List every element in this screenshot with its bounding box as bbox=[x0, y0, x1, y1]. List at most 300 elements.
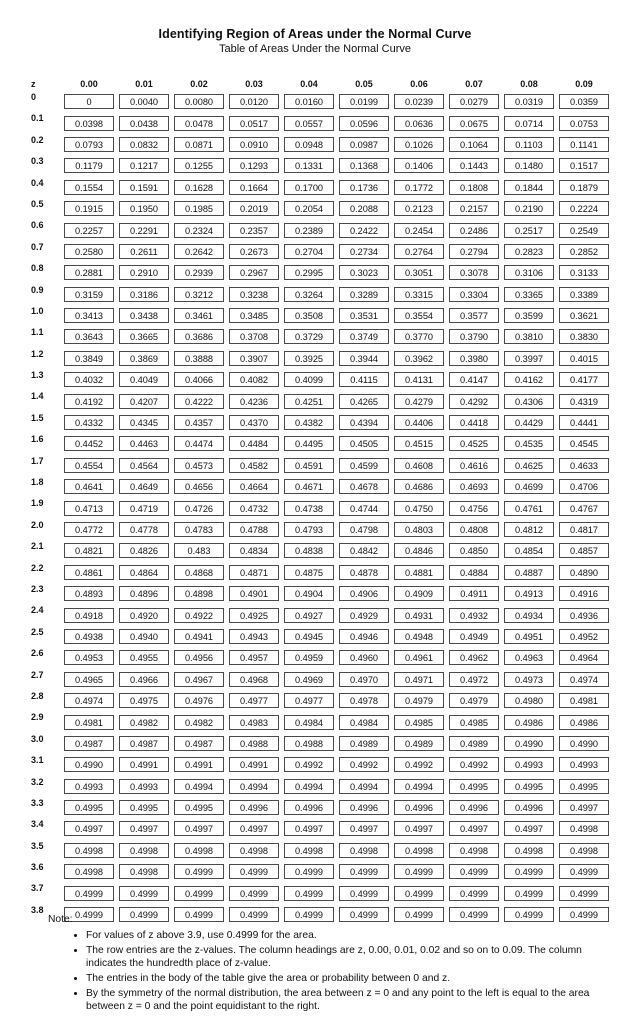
table-cell bbox=[119, 369, 169, 390]
area-value: 0.4147 bbox=[449, 372, 499, 387]
table-cell bbox=[394, 519, 444, 540]
table-cell bbox=[174, 155, 224, 176]
table-cell bbox=[284, 562, 334, 583]
table-cell bbox=[449, 861, 499, 882]
table-row bbox=[28, 776, 609, 797]
area-value: 0.4999 bbox=[394, 886, 444, 901]
area-value: 0.4767 bbox=[559, 501, 609, 516]
table-cell bbox=[394, 476, 444, 497]
area-value: 0.3810 bbox=[504, 329, 554, 344]
area-value: 0.4706 bbox=[559, 479, 609, 494]
table-cell bbox=[339, 112, 389, 133]
table-cell bbox=[504, 177, 554, 198]
table-cell bbox=[449, 797, 499, 818]
area-value: 0.4991 bbox=[119, 757, 169, 772]
table-cell bbox=[174, 390, 224, 411]
area-value: 0.4999 bbox=[559, 886, 609, 901]
area-value: 0.4429 bbox=[504, 415, 554, 430]
table-cell bbox=[174, 776, 224, 797]
table-cell bbox=[339, 818, 389, 839]
area-value: 0.3159 bbox=[64, 287, 114, 302]
table-cell bbox=[119, 219, 169, 240]
table-cell bbox=[174, 754, 224, 775]
table-cell bbox=[394, 562, 444, 583]
table-cell bbox=[394, 711, 444, 732]
area-value: 0.4535 bbox=[504, 436, 554, 451]
area-value: 0.1255 bbox=[174, 158, 224, 173]
area-value: 0.3051 bbox=[394, 265, 444, 280]
area-value: 0.4671 bbox=[284, 479, 334, 494]
area-value: 0.4984 bbox=[339, 715, 389, 730]
area-value: 0.1736 bbox=[339, 180, 389, 195]
table-cell bbox=[504, 155, 554, 176]
table-cell bbox=[229, 711, 279, 732]
table-cell bbox=[559, 369, 609, 390]
table-cell bbox=[394, 284, 444, 305]
table-cell bbox=[174, 91, 224, 112]
table-cell bbox=[284, 455, 334, 476]
area-value: 0.1331 bbox=[284, 158, 334, 173]
note-list bbox=[48, 929, 608, 1013]
area-value: 0.4994 bbox=[174, 779, 224, 794]
table-cell bbox=[394, 497, 444, 518]
area-value: 0.4868 bbox=[174, 565, 224, 580]
area-value: 0.1368 bbox=[339, 158, 389, 173]
z-value-label: 2.1 bbox=[31, 541, 44, 552]
table-cell bbox=[119, 604, 169, 625]
table-cell bbox=[339, 583, 389, 604]
area-value: 0.4986 bbox=[559, 715, 609, 730]
z-value-label: 3.2 bbox=[31, 776, 44, 787]
area-value: 0.2704 bbox=[284, 244, 334, 259]
table-row bbox=[28, 219, 609, 240]
table-cell bbox=[64, 433, 114, 454]
table-cell bbox=[64, 797, 114, 818]
area-value: 0.4608 bbox=[394, 458, 444, 473]
area-value: 0.4980 bbox=[504, 693, 554, 708]
area-value: 0.3212 bbox=[174, 287, 224, 302]
area-value: 0.4719 bbox=[119, 501, 169, 516]
z-value-label: 2.7 bbox=[31, 669, 44, 680]
table-cell bbox=[339, 134, 389, 155]
table-cell bbox=[174, 241, 224, 262]
area-value: 0.4463 bbox=[119, 436, 169, 451]
table-cell bbox=[394, 198, 444, 219]
area-value: 0.2549 bbox=[559, 223, 609, 238]
area-value: 0.4850 bbox=[449, 543, 499, 558]
table-cell bbox=[449, 326, 499, 347]
area-value: 0.4995 bbox=[119, 800, 169, 815]
area-value: 0.3461 bbox=[174, 308, 224, 323]
area-value: 0.4962 bbox=[449, 650, 499, 665]
table-cell bbox=[229, 669, 279, 690]
table-cell bbox=[449, 91, 499, 112]
table-cell bbox=[119, 818, 169, 839]
area-value: 0.4591 bbox=[284, 458, 334, 473]
table-cell bbox=[559, 155, 609, 176]
table-cell bbox=[559, 497, 609, 518]
table-cell bbox=[174, 840, 224, 861]
table-cell bbox=[174, 433, 224, 454]
z-value-label: 1.3 bbox=[31, 370, 44, 381]
area-value: 0.4495 bbox=[284, 436, 334, 451]
table-cell bbox=[174, 519, 224, 540]
area-value: 0.4979 bbox=[394, 693, 444, 708]
area-value: 0.4999 bbox=[504, 907, 554, 922]
z-table-header bbox=[28, 77, 609, 91]
area-value: 0.3531 bbox=[339, 308, 389, 323]
area-value: 0.4999 bbox=[284, 907, 334, 922]
table-cell bbox=[339, 647, 389, 668]
area-value: 0.2190 bbox=[504, 201, 554, 216]
area-value: 0.4963 bbox=[504, 650, 554, 665]
table-cell bbox=[559, 455, 609, 476]
column-header: 0.01 bbox=[135, 79, 153, 89]
table-cell bbox=[64, 690, 114, 711]
area-value: 0.2852 bbox=[559, 244, 609, 259]
area-value: 0.4997 bbox=[339, 821, 389, 836]
table-cell bbox=[394, 433, 444, 454]
area-value: 0.4893 bbox=[64, 586, 114, 601]
table-cell bbox=[64, 177, 114, 198]
area-value: 0.4279 bbox=[394, 394, 444, 409]
table-cell bbox=[64, 711, 114, 732]
area-value: 0.2054 bbox=[284, 201, 334, 216]
table-cell bbox=[229, 583, 279, 604]
table-cell bbox=[229, 177, 279, 198]
table-cell bbox=[229, 733, 279, 754]
table-cell bbox=[449, 776, 499, 797]
area-value: 0.4997 bbox=[449, 821, 499, 836]
table-cell bbox=[119, 497, 169, 518]
table-cell bbox=[119, 198, 169, 219]
table-cell bbox=[504, 540, 554, 561]
table-cell bbox=[284, 369, 334, 390]
area-value: 0.4993 bbox=[504, 757, 554, 772]
area-value: 0.4898 bbox=[174, 586, 224, 601]
area-value: 0.2794 bbox=[449, 244, 499, 259]
table-cell bbox=[229, 412, 279, 433]
z-value-label: 3.0 bbox=[31, 733, 44, 744]
area-value: 0.4999 bbox=[284, 864, 334, 879]
table-row bbox=[28, 262, 609, 283]
table-cell bbox=[559, 476, 609, 497]
area-value: 0.4984 bbox=[284, 715, 334, 730]
table-cell bbox=[449, 882, 499, 903]
area-value: 0.4981 bbox=[64, 715, 114, 730]
table-cell bbox=[64, 112, 114, 133]
area-value: 0.2642 bbox=[174, 244, 224, 259]
area-value: 0.4988 bbox=[229, 736, 279, 751]
table-cell bbox=[64, 840, 114, 861]
table-cell bbox=[394, 540, 444, 561]
table-cell bbox=[119, 112, 169, 133]
table-cell bbox=[64, 91, 114, 112]
area-value: 0.4998 bbox=[504, 843, 554, 858]
table-cell bbox=[559, 711, 609, 732]
area-value: 0.4996 bbox=[284, 800, 334, 815]
area-value: 0.4192 bbox=[64, 394, 114, 409]
table-row bbox=[28, 348, 609, 369]
area-value: 0.3790 bbox=[449, 329, 499, 344]
table-cell bbox=[284, 476, 334, 497]
table-cell bbox=[504, 433, 554, 454]
table-cell bbox=[284, 604, 334, 625]
table-cell bbox=[559, 840, 609, 861]
table-cell bbox=[449, 219, 499, 240]
table-row bbox=[28, 177, 609, 198]
table-cell bbox=[339, 882, 389, 903]
area-value: 0.4972 bbox=[449, 672, 499, 687]
table-cell bbox=[559, 882, 609, 903]
table-cell bbox=[339, 669, 389, 690]
area-value: 0.0160 bbox=[284, 94, 334, 109]
area-value: 0.3389 bbox=[559, 287, 609, 302]
area-value: 0.0871 bbox=[174, 137, 224, 152]
area-value: 0.4997 bbox=[559, 800, 609, 815]
z-value-label: 2.6 bbox=[31, 648, 44, 659]
area-value: 0.3980 bbox=[449, 351, 499, 366]
table-cell bbox=[174, 562, 224, 583]
table-cell bbox=[449, 626, 499, 647]
area-value: 0.4881 bbox=[394, 565, 444, 580]
table-cell bbox=[449, 669, 499, 690]
z-value-label: 3.8 bbox=[31, 904, 44, 915]
table-cell bbox=[119, 861, 169, 882]
table-cell bbox=[119, 326, 169, 347]
table-cell bbox=[229, 262, 279, 283]
table-cell bbox=[174, 476, 224, 497]
area-value: 0.4997 bbox=[64, 821, 114, 836]
area-value: 0.4345 bbox=[119, 415, 169, 430]
area-value: 0.4993 bbox=[119, 779, 169, 794]
table-cell bbox=[64, 647, 114, 668]
table-cell bbox=[64, 241, 114, 262]
table-cell bbox=[504, 284, 554, 305]
table-cell bbox=[119, 390, 169, 411]
area-value: 0.4999 bbox=[449, 886, 499, 901]
table-cell bbox=[284, 818, 334, 839]
table-cell bbox=[119, 305, 169, 326]
area-value: 0.3686 bbox=[174, 329, 224, 344]
area-value: 0.4625 bbox=[504, 458, 554, 473]
table-cell bbox=[284, 776, 334, 797]
table-cell bbox=[449, 155, 499, 176]
area-value: 0.4999 bbox=[504, 886, 554, 901]
area-value: 0.3577 bbox=[449, 308, 499, 323]
table-cell bbox=[229, 540, 279, 561]
area-value: 0.4999 bbox=[394, 907, 444, 922]
z-value-label: 1.9 bbox=[31, 498, 44, 509]
area-value: 0.1554 bbox=[64, 180, 114, 195]
z-value-label: 2.8 bbox=[31, 690, 44, 701]
table-row bbox=[28, 497, 609, 518]
area-value: 0.4931 bbox=[394, 608, 444, 623]
area-value: 0.4946 bbox=[339, 629, 389, 644]
z-column-header: z bbox=[31, 79, 36, 89]
table-cell bbox=[449, 562, 499, 583]
area-value: 0.3289 bbox=[339, 287, 389, 302]
table-cell bbox=[339, 861, 389, 882]
table-cell bbox=[559, 669, 609, 690]
table-cell bbox=[284, 112, 334, 133]
table-cell bbox=[64, 583, 114, 604]
table-cell bbox=[174, 284, 224, 305]
table-cell bbox=[559, 177, 609, 198]
area-value: 0.3106 bbox=[504, 265, 554, 280]
area-value: 0.4929 bbox=[339, 608, 389, 623]
table-cell bbox=[229, 219, 279, 240]
column-header: 0.09 bbox=[575, 79, 593, 89]
page-subtitle: Table of Areas Under the Normal Curve bbox=[219, 43, 411, 55]
table-cell bbox=[119, 540, 169, 561]
table-cell bbox=[229, 497, 279, 518]
area-value: 0.3508 bbox=[284, 308, 334, 323]
z-value-label: 1.2 bbox=[31, 348, 44, 359]
area-value: 0.4999 bbox=[119, 886, 169, 901]
area-value: 0.1443 bbox=[449, 158, 499, 173]
area-value: 0.4961 bbox=[394, 650, 444, 665]
table-cell bbox=[339, 690, 389, 711]
area-value: 0.4564 bbox=[119, 458, 169, 473]
table-cell bbox=[394, 412, 444, 433]
table-row bbox=[28, 284, 609, 305]
table-cell bbox=[119, 177, 169, 198]
z-value-label: 0.7 bbox=[31, 241, 44, 252]
table-cell bbox=[559, 262, 609, 283]
area-value: 0.0596 bbox=[339, 116, 389, 131]
area-value: 0.1985 bbox=[174, 201, 224, 216]
area-value: 0.1026 bbox=[394, 137, 444, 152]
table-cell bbox=[119, 412, 169, 433]
table-cell bbox=[119, 776, 169, 797]
table-cell bbox=[284, 647, 334, 668]
area-value: 0.0478 bbox=[174, 116, 224, 131]
area-value: 0.4948 bbox=[394, 629, 444, 644]
area-value: 0.2389 bbox=[284, 223, 334, 238]
area-value: 0.0675 bbox=[449, 116, 499, 131]
area-value: 0.4115 bbox=[339, 372, 389, 387]
table-cell bbox=[64, 626, 114, 647]
table-cell bbox=[559, 326, 609, 347]
z-value-label: 1.0 bbox=[31, 305, 44, 316]
area-value: 0.4998 bbox=[449, 843, 499, 858]
area-value: 0.4788 bbox=[229, 522, 279, 537]
table-cell bbox=[504, 476, 554, 497]
area-value: 0.2967 bbox=[229, 265, 279, 280]
table-cell bbox=[119, 91, 169, 112]
area-value: 0.2324 bbox=[174, 223, 224, 238]
area-value: 0.4732 bbox=[229, 501, 279, 516]
table-cell bbox=[449, 305, 499, 326]
area-value: 0.4966 bbox=[119, 672, 169, 687]
table-cell bbox=[119, 690, 169, 711]
table-row bbox=[28, 455, 609, 476]
table-cell bbox=[559, 604, 609, 625]
area-value: 0.4678 bbox=[339, 479, 389, 494]
table-cell bbox=[174, 797, 224, 818]
table-cell bbox=[449, 690, 499, 711]
table-cell bbox=[284, 433, 334, 454]
table-cell bbox=[174, 455, 224, 476]
area-value: 0.2580 bbox=[64, 244, 114, 259]
table-cell bbox=[394, 690, 444, 711]
table-row bbox=[28, 733, 609, 754]
table-cell bbox=[504, 711, 554, 732]
area-value: 0.4999 bbox=[119, 907, 169, 922]
z-value-label: 2.9 bbox=[31, 712, 44, 723]
table-row bbox=[28, 754, 609, 775]
area-value: 0.4911 bbox=[449, 586, 499, 601]
area-value: 0.4875 bbox=[284, 565, 334, 580]
table-row bbox=[28, 369, 609, 390]
area-value: 0.4976 bbox=[174, 693, 224, 708]
area-value: 0.4999 bbox=[284, 886, 334, 901]
table-cell bbox=[339, 433, 389, 454]
area-value: 0.3238 bbox=[229, 287, 279, 302]
area-value: 0.4664 bbox=[229, 479, 279, 494]
table-cell bbox=[339, 604, 389, 625]
table-cell bbox=[559, 241, 609, 262]
table-cell bbox=[449, 112, 499, 133]
table-cell bbox=[559, 390, 609, 411]
area-value: 0.4970 bbox=[339, 672, 389, 687]
table-cell bbox=[394, 626, 444, 647]
table-cell bbox=[504, 198, 554, 219]
table-cell bbox=[64, 412, 114, 433]
table-cell bbox=[229, 776, 279, 797]
table-cell bbox=[284, 711, 334, 732]
area-value: 0.4783 bbox=[174, 522, 224, 537]
area-value: 0.4982 bbox=[119, 715, 169, 730]
table-cell bbox=[229, 861, 279, 882]
table-cell bbox=[394, 241, 444, 262]
table-row bbox=[28, 626, 609, 647]
table-cell bbox=[559, 818, 609, 839]
area-value: 0.4406 bbox=[394, 415, 444, 430]
area-value: 0.2157 bbox=[449, 201, 499, 216]
table-cell bbox=[559, 562, 609, 583]
area-value: 0.4846 bbox=[394, 543, 444, 558]
area-value: 0 bbox=[64, 94, 114, 109]
area-value: 0.4994 bbox=[339, 779, 389, 794]
table-cell bbox=[284, 861, 334, 882]
table-cell bbox=[449, 754, 499, 775]
table-cell bbox=[284, 348, 334, 369]
area-value: 0.0040 bbox=[119, 94, 169, 109]
area-value: 0.2422 bbox=[339, 223, 389, 238]
page-title: Identifying Region of Areas under the Normal Curve bbox=[158, 27, 472, 41]
area-value: 0.4251 bbox=[284, 394, 334, 409]
table-row bbox=[28, 433, 609, 454]
table-cell bbox=[449, 604, 499, 625]
table-cell bbox=[174, 711, 224, 732]
area-value: 0.4744 bbox=[339, 501, 389, 516]
table-cell bbox=[119, 647, 169, 668]
table-cell bbox=[339, 198, 389, 219]
area-value: 0.4957 bbox=[229, 650, 279, 665]
table-cell bbox=[449, 390, 499, 411]
table-cell bbox=[339, 754, 389, 775]
area-value: 0.4357 bbox=[174, 415, 224, 430]
area-value: 0.4162 bbox=[504, 372, 554, 387]
area-value: 0.4999 bbox=[394, 864, 444, 879]
table-row bbox=[28, 412, 609, 433]
table-cell bbox=[64, 455, 114, 476]
table-cell bbox=[119, 583, 169, 604]
area-value: 0.4997 bbox=[504, 821, 554, 836]
area-value: 0.4990 bbox=[559, 736, 609, 751]
